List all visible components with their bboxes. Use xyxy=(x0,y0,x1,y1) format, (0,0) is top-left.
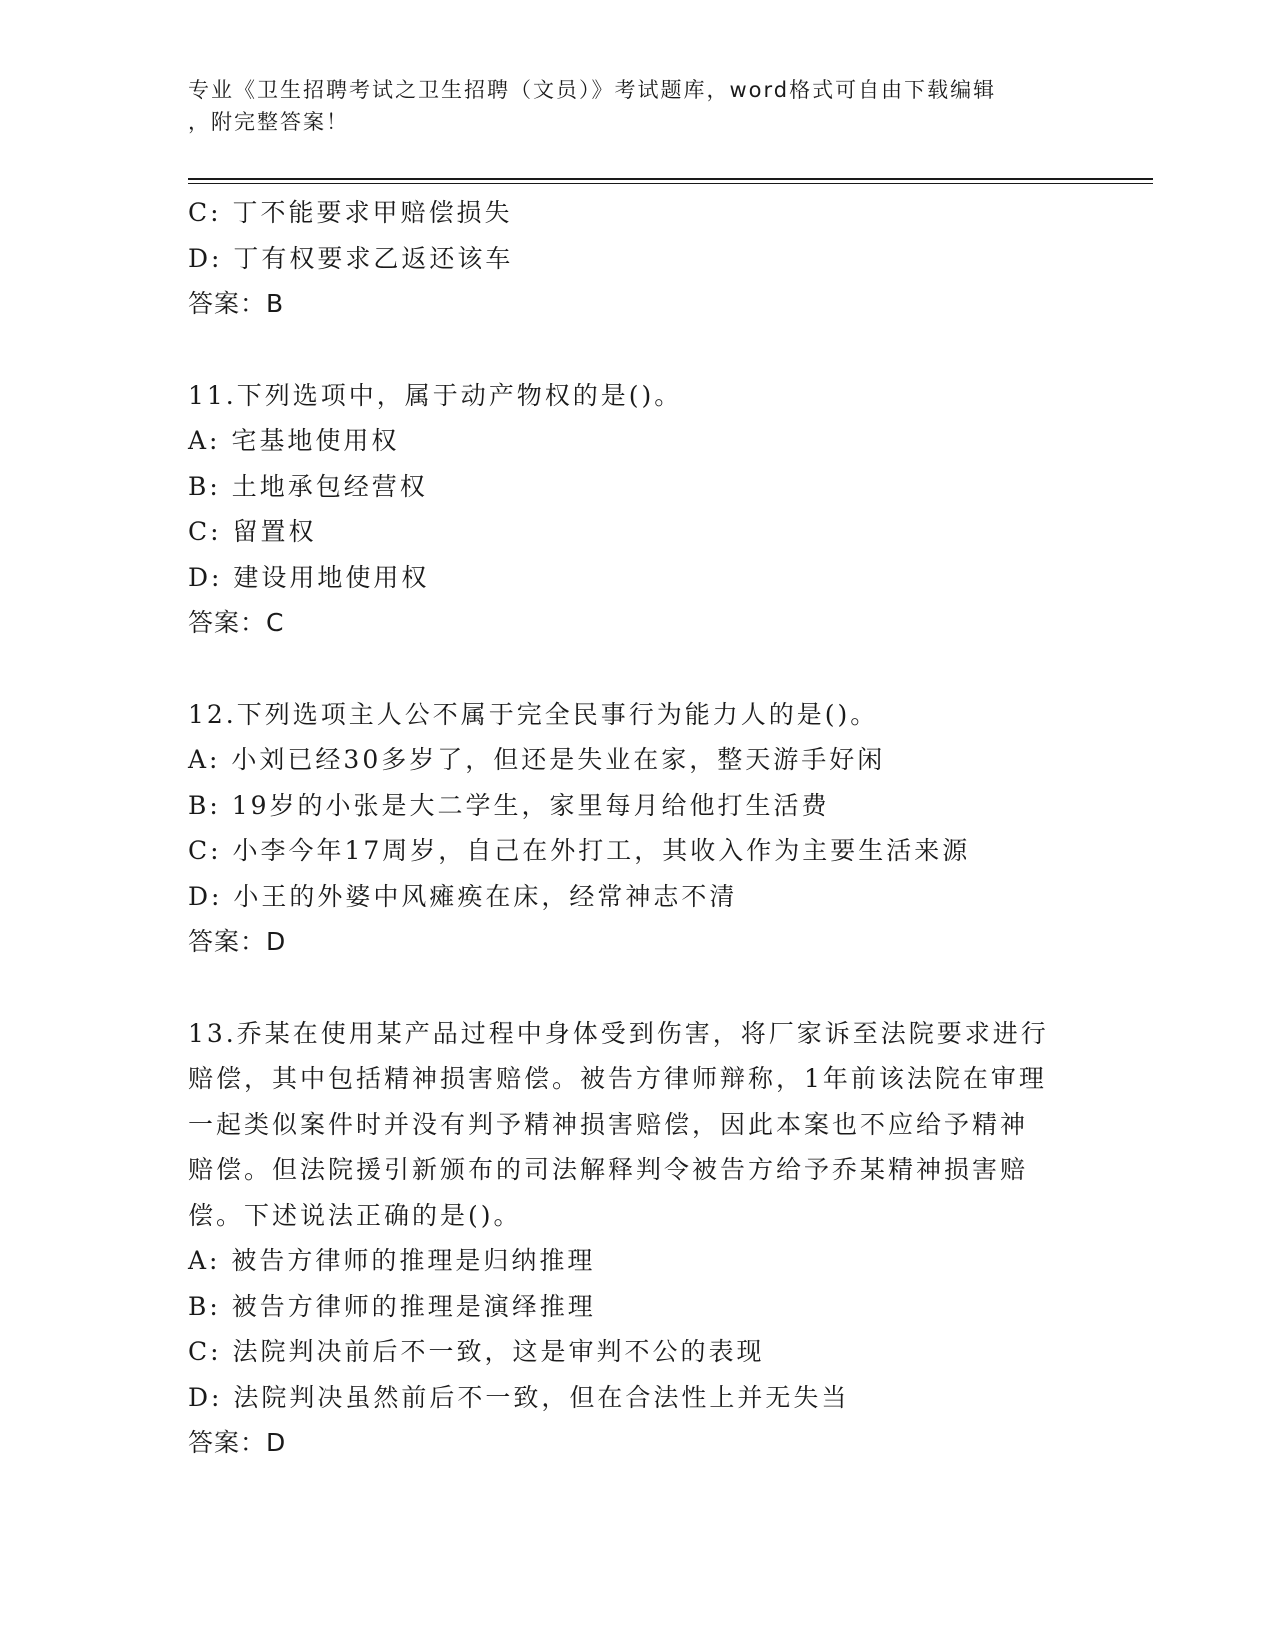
option-a: A: 宅基地使用权 xyxy=(188,426,400,455)
question-stem-line: 赔偿。但法院援引新颁布的司法解释判令被告方给予乔某精神损害赔 xyxy=(188,1155,1029,1184)
spacer xyxy=(188,646,1088,692)
option-d: D: 小王的外婆中风瘫痪在床，经常神志不清 xyxy=(188,881,738,911)
option-b: B: 19岁的小张是大二学生，家里每月给他打生活费 xyxy=(188,790,830,820)
question-stem: 11.下列选项中，属于动产物权的是()。 xyxy=(188,380,683,410)
question-stem-line: 一起类似案件时并没有判予精神损害赔偿，因此本案也不应给予精神 xyxy=(188,1109,1029,1139)
option-d: D: 法院判决虽然前后不一致，但在合法性上并无失当 xyxy=(188,1382,850,1412)
header-title-line-1: 专业《卫生招聘考试之卫生招聘（文员）》考试题库，word格式可自由下载编辑 xyxy=(188,78,997,102)
answer-line: 答案：B xyxy=(188,289,285,318)
header-title-line-2: ，附完整答案！ xyxy=(188,110,349,134)
answer-line: 答案：D xyxy=(188,927,287,956)
header-divider-thin xyxy=(188,183,1153,184)
option-a: A: 被告方律师的推理是归纳推理 xyxy=(188,1246,596,1275)
document-header xyxy=(188,74,1088,138)
option-d: D: 丁有权要求乙返还该车 xyxy=(188,243,514,273)
option-d: D: 建设用地使用权 xyxy=(188,562,430,592)
question-13 xyxy=(188,1011,1088,1466)
question-stem-line: 13.乔某在使用某产品过程中身体受到伤害，将厂家诉至法院要求进行 xyxy=(188,1018,1049,1048)
spacer xyxy=(188,327,1088,373)
option-b: B: 土地承包经营权 xyxy=(188,471,428,501)
option-c: C: 小李今年17周岁，自己在外打工，其收入作为主要生活来源 xyxy=(188,836,971,865)
question-12 xyxy=(188,692,1088,965)
spacer xyxy=(188,965,1088,1011)
answer-line: 答案：C xyxy=(188,608,285,637)
question-stem-line: 偿。下述说法正确的是()。 xyxy=(188,1200,522,1230)
option-b: B: 被告方律师的推理是演绎推理 xyxy=(188,1291,596,1321)
option-c: C: 留置权 xyxy=(188,517,317,546)
question-10-tail xyxy=(188,190,1088,327)
question-11 xyxy=(188,373,1088,646)
header-divider-thick xyxy=(188,178,1153,180)
question-stem: 12.下列选项主人公不属于完全民事行为能力人的是()。 xyxy=(188,699,879,729)
question-stem xyxy=(188,1011,1088,1239)
question-list xyxy=(188,190,1088,1466)
option-c: C: 法院判决前后不一致，这是审判不公的表现 xyxy=(188,1337,765,1366)
question-stem-line: 赔偿，其中包括精神损害赔偿。被告方律师辩称，1年前该法院在审理 xyxy=(188,1064,1047,1093)
option-a: A: 小刘已经30多岁了，但还是失业在家，整天游手好闲 xyxy=(188,745,886,774)
option-c: C: 丁不能要求甲赔偿损失 xyxy=(188,198,513,227)
answer-line: 答案：D xyxy=(188,1428,287,1457)
